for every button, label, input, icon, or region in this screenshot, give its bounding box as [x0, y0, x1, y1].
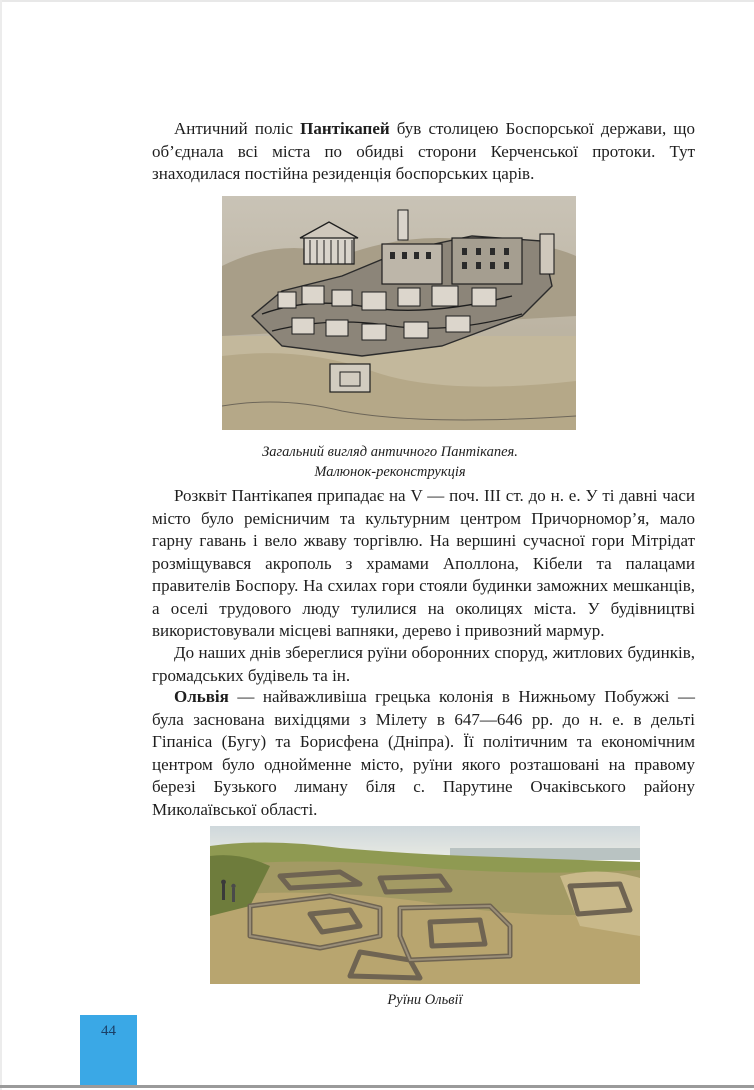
- term-pantikapei: Пантікапей: [300, 119, 390, 138]
- left-border: [0, 0, 2, 1090]
- page-number-tab: [80, 1015, 137, 1088]
- paragraph-olbia: [152, 686, 695, 821]
- olbia-ruins-photo: [210, 826, 640, 984]
- paragraph-pantikapei-intro: [152, 118, 695, 186]
- term-olbia: Ольвія: [174, 687, 229, 706]
- p1-text-before: Античний поліс: [174, 119, 301, 138]
- caption-pantikapei: [200, 442, 580, 482]
- caption-pantikapei-line2: Малюнок-реконструкція: [314, 464, 466, 480]
- top-border: [0, 0, 754, 2]
- paragraph-ruins-survived: До наших днів збереглися руїни оборонних споруд, житлових будинків, громадських будівель та ін.: [152, 643, 695, 685]
- bottom-border: [0, 1085, 754, 1088]
- page-number: 44: [101, 1023, 116, 1039]
- pantikapei-reconstruction-image: [222, 196, 576, 430]
- caption-pantikapei-line1: Загальний вигляд античного Пантікапея.: [262, 444, 518, 460]
- p1-text-after: був столицею Боспорської держави, що об’єднала всі міста по обидві сторони Керченської протоки. Тут знаходилася постійна резиденція боспорських царів.: [152, 119, 695, 183]
- paragraph-pantikapei-flourishing: Розквіт Пантікапея припадає на V — поч. III ст. до н. е. У ті давні часи місто було ремісничим та культурним центром Причорномор’я, мало гарну гавань і вело жваву торгівлю. На вершині сучасної гори Мітрідат розміщувався акрополь з храмами Аполлона, Кібели та палацами правителів Боспору. На схилах гори стояли будинки заможних мешканців, а оселі трудового люду тулилися на околицях міста. У будівництві використовували місцеві вапняки, дерево і привозний мармур.: [152, 486, 695, 640]
- p4-text-after: — найважливіша грецька колонія в Нижньому Побужжі — була заснована вихідцями з Мілету в 647—646 рр. до н. е. в дельті Гіпаніса (Бугу) та Борисфена (Дніпра). Її політичним та економічним центром було однойменне місто, руїни якого розташовані на правому березі Бузького лиману біля с. Парутине Очаківського району Миколаївської області.: [152, 687, 695, 819]
- caption-olbia: Руїни Ольвії: [387, 992, 463, 1008]
